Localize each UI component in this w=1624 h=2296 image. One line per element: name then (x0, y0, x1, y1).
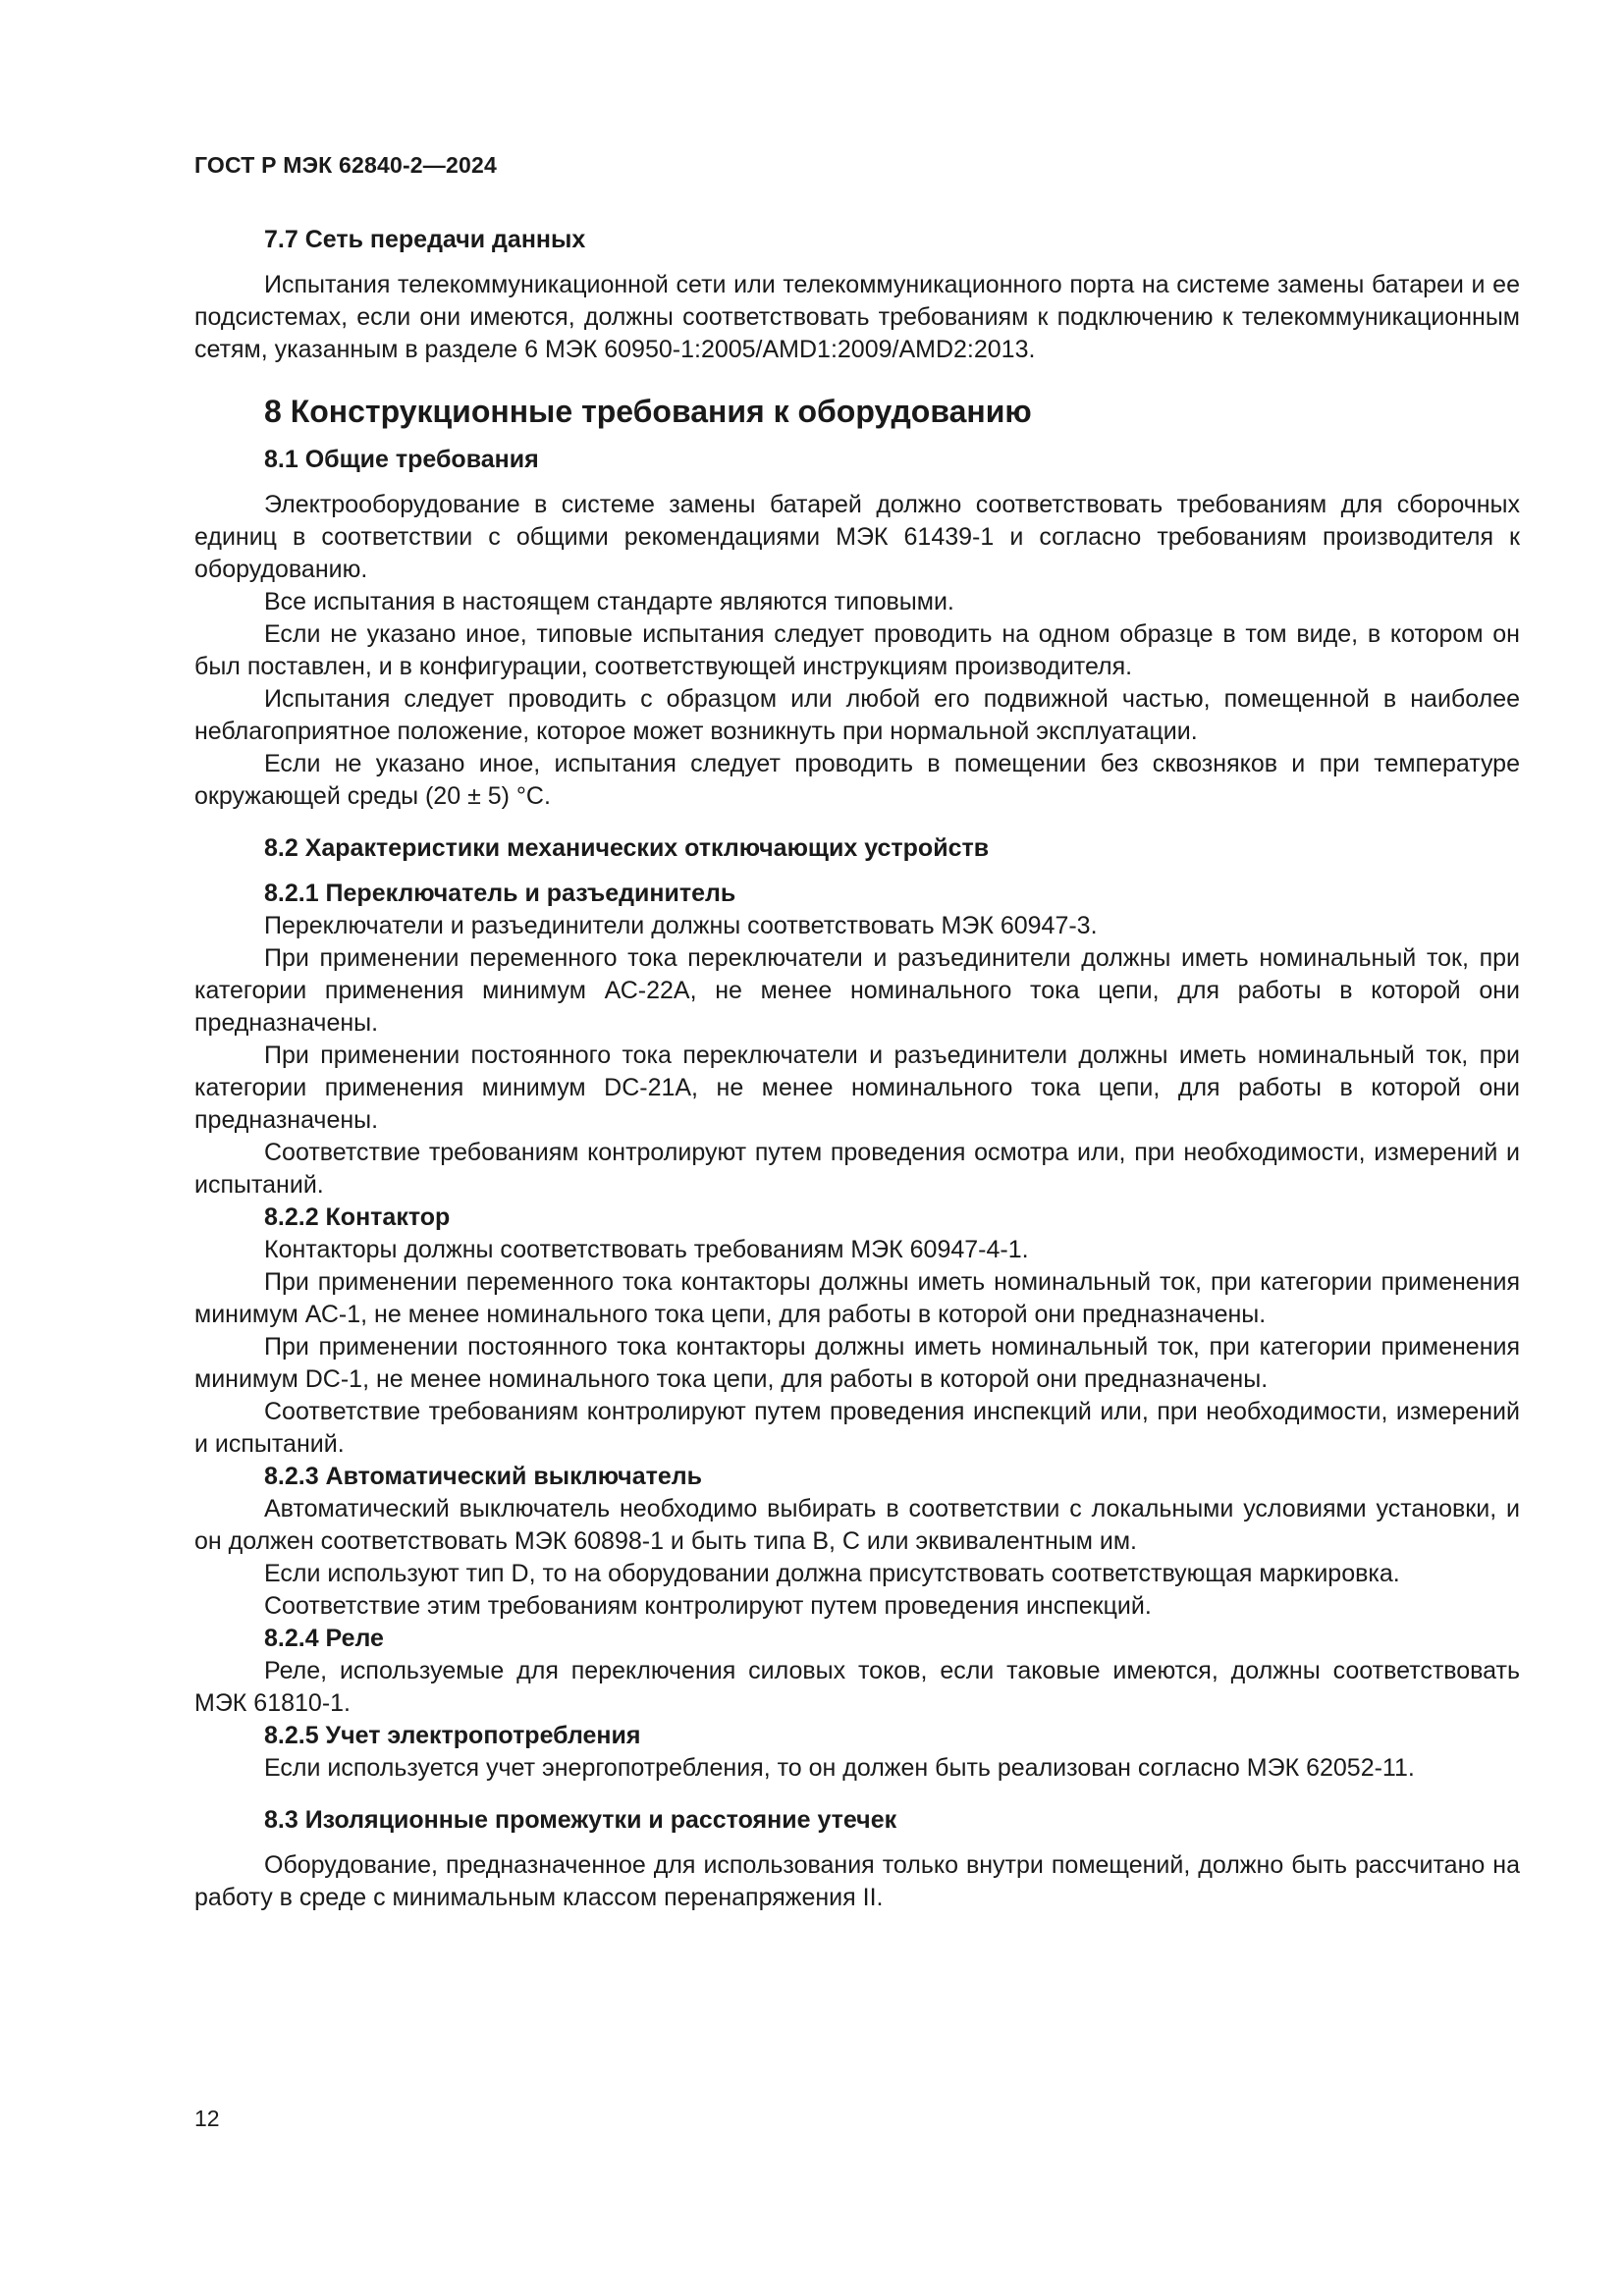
paragraph: При применении переменного тока переключатели и разъединители должны иметь номинальный ток, при категории применения минимум АС-22А, не менее номинального тока цепи, для работы в которой они предназначены. (194, 944, 1520, 1037)
page-number: 12 (194, 2106, 220, 2131)
section-title-8-2-4: 8.2.4 Реле (264, 1625, 384, 1652)
paragraph: Соответствие этим требованиям контролируют путем проведения инспекций. (264, 1592, 1152, 1620)
section-title-8-2-5: 8.2.5 Учет электропотребления (264, 1722, 641, 1749)
paragraph: Контакторы должны соответствовать требованиям МЭК 60947-4-1. (264, 1236, 1029, 1263)
paragraph: Если используют тип D, то на оборудовании должна присутствовать соответствующая маркировка. (264, 1560, 1400, 1587)
paragraph: Испытания телекоммуникационной сети или телекоммуникационного порта на системе замены батареи и ее подсистемах, если они имеются, должны соответствовать требованиям к подключению к телекоммуникационным сетям, указанным в разделе 6 МЭК 60950-1:2005/AMD1:2009/AMD2:2013. (194, 271, 1520, 363)
paragraph: Если используется учет энергопотребления, то он должен быть реализован согласно МЭК 62052-11. (264, 1754, 1415, 1782)
paragraph: Если не указано иное, испытания следует проводить в помещении без сквозняков и при температуре окружающей среды (20 ± 5) °С. (194, 750, 1520, 810)
paragraph: При применении постоянного тока переключатели и разъединители должны иметь номинальный ток, при категории применения минимум DC-21A, не менее номинального тока цепи, для работы в которой они предназначены. (194, 1041, 1520, 1134)
paragraph: Соответствие требованиям контролируют путем проведения инспекций или, при необходимости, измерений и испытаний. (194, 1398, 1520, 1458)
paragraph: Соответствие требованиям контролируют путем проведения осмотра или, при необходимости, измерений и испытаний. (194, 1139, 1520, 1199)
section-title-8-2-1: 8.2.1 Переключатель и разъединитель (264, 880, 736, 907)
section-title-8-1: 8.1 Общие требования (264, 446, 539, 473)
document-body (194, 224, 1520, 1914)
paragraph: При применении постоянного тока контакторы должны иметь номинальный ток, при категории применения минимум DC-1, не менее номинального тока цепи, для работы в которой они предназначены. (194, 1333, 1520, 1393)
section-title-7-7: 7.7 Сеть передачи данных (264, 226, 586, 253)
paragraph: Реле, используемые для переключения силовых токов, если таковые имеются, должны соответствовать МЭК 61810-1. (194, 1657, 1520, 1717)
paragraph: Автоматический выключатель необходимо выбирать в соответствии с локальными условиями установки, и он должен соответствовать МЭК 60898-1 и быть типа В, С или эквивалентным им. (194, 1495, 1520, 1555)
paragraph: Испытания следует проводить с образцом или любой его подвижной частью, помещенной в наиболее неблагоприятное положение, которое может возникнуть при нормальной эксплуатации. (194, 685, 1520, 745)
paragraph: Все испытания в настоящем стандарте являются типовыми. (264, 588, 954, 615)
document-header: ГОСТ Р МЭК 62840-2—2024 (194, 152, 497, 178)
paragraph: Электрооборудование в системе замены батарей должно соответствовать требованиям для сборочных единиц в соответствии с общими рекомендациями МЭК 61439-1 и согласно требованиям производителя к оборудованию. (194, 491, 1520, 583)
paragraph: При применении переменного тока контакторы должны иметь номинальный ток, при категории применения минимум АС-1, не менее номинального тока цепи, для работы в которой они предназначены. (194, 1268, 1520, 1328)
paragraph: Переключатели и разъединители должны соответствовать МЭК 60947-3. (264, 912, 1098, 939)
section-title-8-3: 8.3 Изоляционные промежутки и расстояние утечек (264, 1806, 897, 1834)
section-title-8-2-3: 8.2.3 Автоматический выключатель (264, 1463, 702, 1490)
section-title-8-2: 8.2 Характеристики механических отключающих устройств (264, 834, 990, 862)
paragraph: Оборудование, предназначенное для использования только внутри помещений, должно быть рассчитано на работу в среде с минимальным классом перенапряжения II. (194, 1851, 1520, 1911)
section-title-8-2-2: 8.2.2 Контактор (264, 1203, 451, 1231)
paragraph: Если не указано иное, типовые испытания следует проводить на одном образце в том виде, в котором он был поставлен, и в конфигурации, соответствующей инструкциям производителя. (194, 620, 1520, 680)
section-title-8: 8 Конструкционные требования к оборудованию (264, 394, 1032, 429)
